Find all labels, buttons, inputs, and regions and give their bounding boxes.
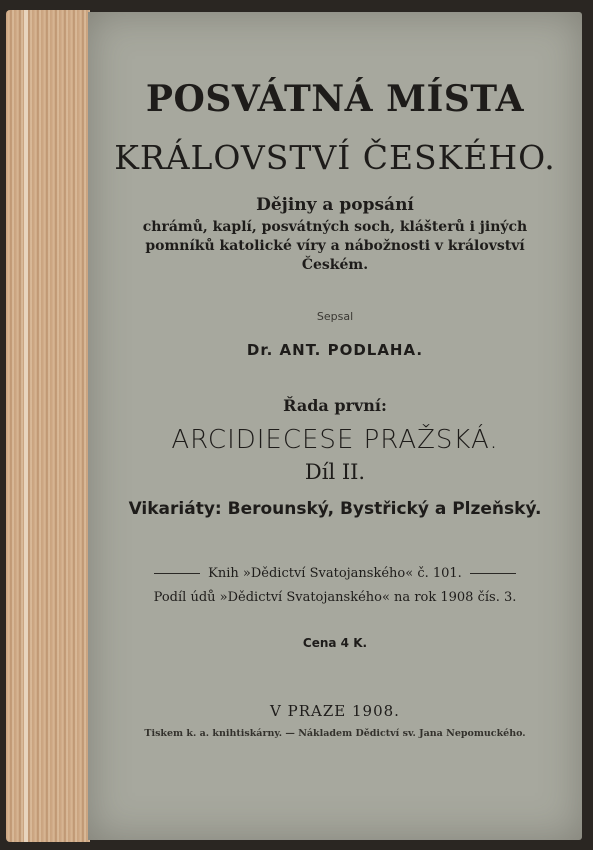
description-line: pomníků katolické víry a nábožnosti v království bbox=[145, 238, 525, 254]
written-by-label: Sepsal bbox=[316, 310, 354, 323]
place-year: V PRAZE 1908. bbox=[270, 702, 400, 720]
members-share: Podíl údů »Dědictví Svatojanského« na rok 1908 čís. 3. bbox=[153, 590, 517, 605]
description bbox=[88, 218, 582, 275]
divider bbox=[470, 573, 516, 574]
divider bbox=[154, 573, 200, 574]
title-line-2: KRÁLOVSTVÍ ČESKÉHO. bbox=[114, 138, 556, 177]
title-line-1: POSVÁTNÁ MÍSTA bbox=[145, 78, 525, 120]
description-line: Českém. bbox=[301, 257, 369, 273]
price: Cena 4 K. bbox=[302, 636, 368, 650]
book-number: Knih »Dědictví Svatojanského« č. 101. bbox=[208, 566, 462, 581]
book-number-line bbox=[88, 566, 582, 581]
series-title: ARCIDIECESE PRAŽSKÁ. bbox=[171, 425, 499, 455]
book-spine bbox=[6, 10, 90, 842]
printer-note: Tiskem k. a. knihtiskárny. — Nákladem Dědictví sv. Jana Nepomuckého. bbox=[144, 728, 526, 739]
author: Dr. ANT. PODLAHA. bbox=[246, 341, 424, 359]
series-label: Řada první: bbox=[283, 396, 387, 415]
volume: Díl II. bbox=[304, 460, 366, 484]
description-line: chrámů, kaplí, posvátných soch, klášterů i jiných bbox=[142, 219, 528, 235]
vicariates: Vikariáty: Berounský, Bystřický a Plzeňský. bbox=[128, 499, 542, 519]
book-cover bbox=[88, 12, 582, 840]
spine-edge bbox=[24, 10, 28, 842]
subtitle: Dějiny a popsání bbox=[256, 195, 414, 215]
